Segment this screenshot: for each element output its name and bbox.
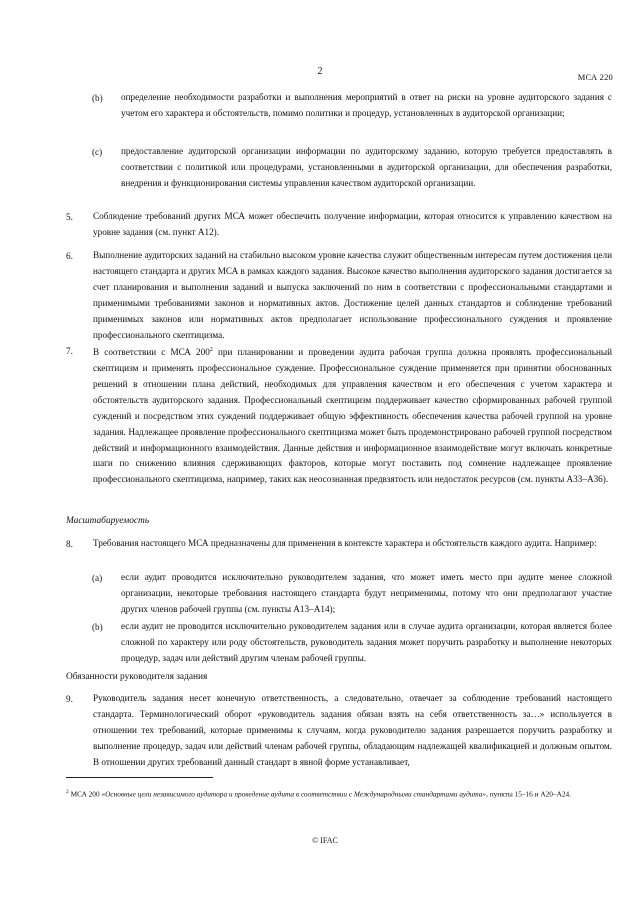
- footnote-separator: [66, 777, 213, 778]
- footnote-2: [66, 786, 612, 800]
- paragraph-number-8: 8.: [66, 539, 73, 549]
- footnote-text-end: , пункты 15–16 и А20–А24.: [486, 789, 571, 799]
- copyright-footer: © IFAC: [312, 836, 338, 845]
- paragraph-7-text-rest: при планировании и проведении аудита рабочая группа должна проявлять профессиональный скептицизм и применять профессиональное суждение. Профессиональное суждение применяется при принятии обоснованных решений в отношении плана действий, необходимых для управления качеством и его обеспечения с учетом характера и обстоятельств аудиторского задания. Профессиональный скептицизм поддерживает качество сформированных рабочей группой суждений и посредством этих суждений поддерживает общую эффективность обеспечения качества рабочей группой на уровне задания. Надлежащее проявление профессионального скептицизма может быть продемонстрировано рабочей группой посредством действий и информационного взаимодействия. Данные действия и информационное взаимодействие могут включать конкретные шаги по снижению влияния сдерживающих факторов, которые могут поставить под сомнение надлежащее проявление профессионального скептицизма, например, таких как неосознанная предвзятость или недостаток ресурсов (см. пункты А33–А36).: [93, 347, 612, 485]
- paragraph-number-9: 9.: [66, 694, 73, 704]
- paragraph-number-5: 5.: [66, 212, 73, 222]
- subitem-text-b-top: определение необходимости разработки и выполнения мероприятий в ответ на риски на уровне аудиторского задания с учетом его характера и обстоятельств, помимо политики и процедур, установленных в аудиторской организации;: [121, 92, 612, 118]
- subitem-text-a-8: если аудит проводится исключительно руководителем задания, что может иметь место при аудите менее сложной организации, некоторые требования настоящего стандарта будут неприменимы, потому что они предполагают участие других членов рабочей группы (см. пункты А13–А14);: [121, 572, 612, 614]
- subitem-label-b-8: (b): [92, 622, 103, 632]
- page-number: 2: [317, 66, 323, 77]
- paragraph-7: [93, 343, 612, 488]
- paragraph-6: Выполнение аудиторских заданий на стабильно высоком уровне качества служит общественным интересам путем достижения цели настоящего стандарта и других МСА в рамках каждого задания. Высокое качество выполнения аудиторского задания достигается за счет планирования и выполнения заданий и выпуска заключений по ним в соответствии с профессиональными стандартами и применимыми требованиями законов и нормативных актов. Достижение целей данных стандартов и соблюдение требований применимых законов или нормативных актов предполагает использование профессионального суждения и проявление профессионального скептицизма.: [93, 250, 612, 340]
- standard-code: МСА 220: [577, 72, 613, 82]
- footnote-reference-2[interactable]: 2: [209, 347, 213, 353]
- paragraph-number-7: 7.: [66, 346, 73, 356]
- footnote-marker: 2: [66, 789, 69, 795]
- paragraph-7-text-start: В соответствии с МСА 200: [93, 347, 210, 358]
- paragraph-9: Руководитель задания несет конечную ответственность, а следовательно, отвечает за соблюдение требований настоящего стандарта. Терминологический оборот «руководитель задания обязан взять на себя ответственность за…» используется в отношении тех требований, которые применимы к случаям, когда руководителю задания разрешается поручить разработку и выполнение процедур, задач или действий членам рабочей группы, обладающим надлежащей квалификацией и должным опытом. В отношении других требований данный стандарт в явной форме устанавливает,: [93, 693, 612, 767]
- paragraph-number-6: 6.: [66, 251, 73, 261]
- paragraph-8: Требования настоящего МСА предназначены для применения в контексте характера и обстоятельств каждого аудита. Например:: [93, 538, 597, 548]
- subitem-label-a-8: (a): [92, 573, 103, 583]
- section-heading-scalability: Масштабируемость: [66, 516, 150, 526]
- footnote-text-start: МСА 200: [68, 789, 102, 799]
- subitem-label-b-top: (b): [92, 93, 103, 103]
- section-heading-engagement-partner-responsibilities: Обязанности руководителя задания: [66, 672, 208, 682]
- subitem-text-c-top: предоставление аудиторской организации информации по аудиторскому заданию, которую требуется предоставлять в соответствии с политикой или процедурами, установленными в аудиторской организации, для обеспечения разработки, внедрения и функционирования системы управления качеством аудиторской организации.: [121, 146, 612, 188]
- paragraph-5: Соблюдение требований других МСА может обеспечить получение информации, которая относится к управлению качеством на уровне задания (см. пункт А12).: [93, 211, 612, 237]
- subitem-text-b-8: если аудит не проводится исключительно руководителем задания или в случае аудита организации, которая является более сложной по характеру или роду обстоятельств, руководитель задания может поручить разработку и выполнение некоторых процедур, задач или действий другим членам рабочей группы.: [121, 621, 612, 663]
- footnote-cited-title: «Основные цели независимого аудитора и проведение аудита в соответствии с Международными стандартами аудита»: [101, 789, 487, 799]
- subitem-label-c-top: (c): [92, 147, 103, 157]
